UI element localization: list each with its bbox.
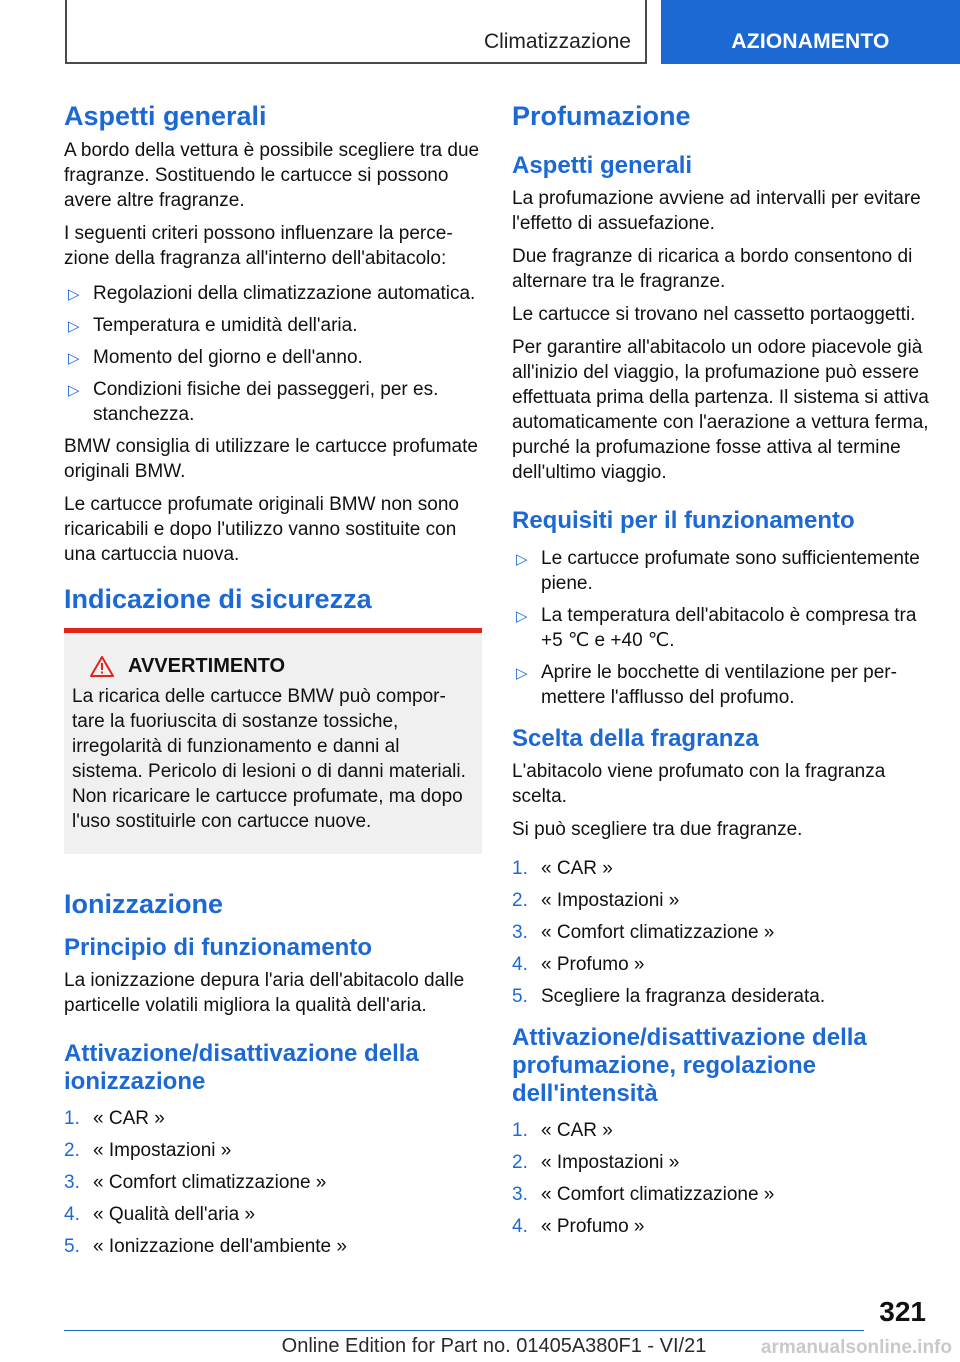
- heading-principio: Principio di funzionamento: [64, 934, 372, 962]
- step-text: « Comfort climatizzazione »: [541, 1183, 775, 1205]
- paragraph: A bordo della vettura è possibile scegliere tra due fragranze. Sostituendo le cartucce si possono avere altre fragranze.: [64, 140, 480, 212]
- warning-title: [72, 655, 472, 678]
- list-item-text: Temperatura e umidità dell'aria.: [93, 315, 358, 337]
- header-chapter-title: AZIONAMENTO: [731, 30, 890, 53]
- triangle-bullet-icon: ▷: [516, 664, 528, 682]
- step-item: [64, 1170, 482, 1195]
- list-item-text: Le cartucce profumate sono sufficientemente piene.: [541, 547, 920, 594]
- heading-profumazione: Profumazione: [512, 101, 691, 131]
- footer-divider: [64, 1330, 864, 1331]
- step-number: 1.: [512, 857, 528, 879]
- step-number: 2.: [512, 1151, 528, 1173]
- paragraph: La ionizzazione depura l'aria dell'abitacolo dalle particelle volatili migliora la qualità dell'aria.: [64, 970, 465, 1017]
- header-section-title: Climatizzazione: [483, 30, 631, 53]
- triangle-bullet-icon: ▷: [516, 607, 528, 625]
- step-number: 5.: [512, 985, 528, 1007]
- step-number: 1.: [512, 1119, 528, 1141]
- list-item: [512, 660, 932, 710]
- step-text: « CAR »: [93, 1108, 165, 1130]
- right-column: [512, 100, 932, 1246]
- step-number: 2.: [64, 1140, 80, 1162]
- step-number: 3.: [512, 1183, 528, 1205]
- list-item: [64, 281, 482, 306]
- heading-attivazione-profumazione: Attivazione/disattivazione della profumazione, regolazione dell'intensità: [512, 1023, 867, 1107]
- step-item: [512, 888, 932, 913]
- step-text: « CAR »: [541, 857, 613, 879]
- header-chapter-tab: [661, 0, 960, 64]
- step-text: « Impostazioni »: [93, 1140, 232, 1162]
- step-text: « Profumo »: [541, 1215, 645, 1237]
- heading-scelta-fragranza: Scelta della fragranza: [512, 724, 759, 752]
- ionization-steps: [64, 1106, 482, 1259]
- step-number: 4.: [64, 1204, 80, 1226]
- paragraph: La profumazione avviene ad intervalli per evitare l'effetto di assuefazione.: [512, 188, 921, 235]
- step-item: [64, 1234, 482, 1259]
- left-column: [64, 100, 482, 1266]
- warning-text: La ricarica delle cartucce BMW può comportare la fuoriuscita di sostanze tossiche, irregolarità di funzionamento e danni al sistema. Pericolo di lesioni o di danni materiali. Non ricaricare le cartucce profumate, ma dopo l'uso sostituirle con cartucce nuove.: [72, 685, 466, 832]
- step-number: 4.: [512, 1215, 528, 1237]
- paragraph: BMW consiglia di utilizzare le cartucce profumate originali BMW.: [64, 436, 478, 483]
- list-item: [512, 603, 932, 653]
- list-item: [512, 546, 932, 596]
- paragraph: Le cartucce profumate originali BMW non sono ricaricabili e dopo l'utilizzo vanno sostituite con una cartuccia nuova.: [64, 494, 459, 566]
- paragraph: L'abitacolo viene profumato con la fragranza scelta.: [512, 760, 886, 807]
- list-item-text: La temperatura dell'abitacolo è compresa tra +5 ℃ e +40 ℃.: [541, 604, 917, 651]
- paragraph: Le cartucce si trovano nel cassetto portaoggetti.: [512, 304, 916, 326]
- step-text: « Comfort climatizzazione »: [541, 921, 775, 943]
- heading-ionizzazione: Ionizzazione: [64, 888, 224, 919]
- heading-aspetti-generali: Aspetti generali: [64, 101, 267, 131]
- triangle-bullet-icon: ▷: [68, 382, 80, 400]
- step-number: 2.: [512, 889, 528, 911]
- warning-triangle-icon: [90, 656, 114, 677]
- step-number: 5.: [64, 1236, 80, 1258]
- step-item: [512, 984, 932, 1009]
- step-number: 3.: [64, 1172, 80, 1194]
- step-number: 4.: [512, 953, 528, 975]
- list-item-text: Momento del giorno e dell'anno.: [93, 347, 363, 369]
- step-item: [512, 920, 932, 945]
- footer-edition: Online Edition for Part no. 01405A380F1 - VI/21: [281, 1335, 707, 1357]
- step-text: « Impostazioni »: [541, 889, 680, 911]
- step-number: 3.: [512, 921, 528, 943]
- step-item: [64, 1138, 482, 1163]
- step-item: [512, 1118, 932, 1143]
- list-item: [64, 313, 482, 338]
- list-item-text: Aprire le bocchette di ventilazione per permettere l'afflusso del profumo.: [541, 661, 897, 708]
- triangle-bullet-icon: ▷: [516, 550, 528, 568]
- paragraph: Si può scegliere tra due fragranze.: [512, 818, 803, 840]
- triangle-bullet-icon: ▷: [68, 318, 80, 336]
- heading-attivazione-ionizzazione: Attivazione/disattivazione della ionizzazione: [64, 1040, 419, 1096]
- list-item: [64, 377, 482, 427]
- list-item-text: Condizioni fisiche dei passeggeri, per es. stanchezza.: [93, 379, 439, 426]
- step-item: [512, 1182, 932, 1207]
- step-text: « Comfort climatizzazione »: [93, 1172, 327, 1194]
- step-text: « CAR »: [541, 1119, 613, 1141]
- step-item: [64, 1106, 482, 1131]
- warning-box: [64, 628, 482, 854]
- step-text: « Qualità dell'aria »: [93, 1204, 256, 1226]
- heading-aspetti-generali-profumazione: Aspetti generali: [512, 152, 693, 180]
- step-item: [512, 856, 932, 881]
- warning-title-text: AVVERTIMENTO: [128, 654, 286, 677]
- page-number: 321: [879, 1296, 926, 1327]
- perfume-steps: [512, 1118, 932, 1239]
- fragrance-steps: [512, 856, 932, 1009]
- step-item: [512, 1214, 932, 1239]
- step-item: [64, 1202, 482, 1227]
- list-item-text: Regolazioni della climatizzazione automatica.: [93, 283, 476, 305]
- heading-requisiti: Requisiti per il funzionamento: [512, 507, 855, 535]
- requirements-list: [512, 546, 932, 710]
- paragraph: Per garantire all'abitacolo un odore piacevole già all'inizio del viaggio, la profumazione può essere effettuata prima della partenza. Il sistema si attiva automaticamente con l'aerazione a vettura ferma, purché la profumazione fosse attiva al termine dell'ultimo viaggio.: [512, 337, 929, 484]
- step-text: « Impostazioni »: [541, 1151, 680, 1173]
- step-text: Scegliere la fragranza desiderata.: [541, 985, 826, 1007]
- paragraph: I seguenti criteri possono influenzare la percezione della fragranza all'interno dell'abitacolo:: [64, 223, 453, 270]
- step-item: [512, 952, 932, 977]
- triangle-bullet-icon: ▷: [68, 350, 80, 368]
- watermark: armanualsonline.info: [760, 1337, 952, 1358]
- criteria-list: [64, 281, 482, 427]
- heading-indicazione-sicurezza: Indicazione di sicurezza: [64, 584, 372, 615]
- step-item: [512, 1150, 932, 1175]
- list-item: [64, 345, 482, 370]
- paragraph: Due fragranze di ricarica a bordo consentono di alternare tra le fragranze.: [512, 246, 913, 293]
- header-section-box: [65, 0, 647, 64]
- step-number: 1.: [64, 1108, 80, 1130]
- step-text: « Profumo »: [541, 953, 645, 975]
- triangle-bullet-icon: ▷: [68, 286, 80, 304]
- step-text: « Ionizzazione dell'ambiente »: [93, 1236, 347, 1258]
